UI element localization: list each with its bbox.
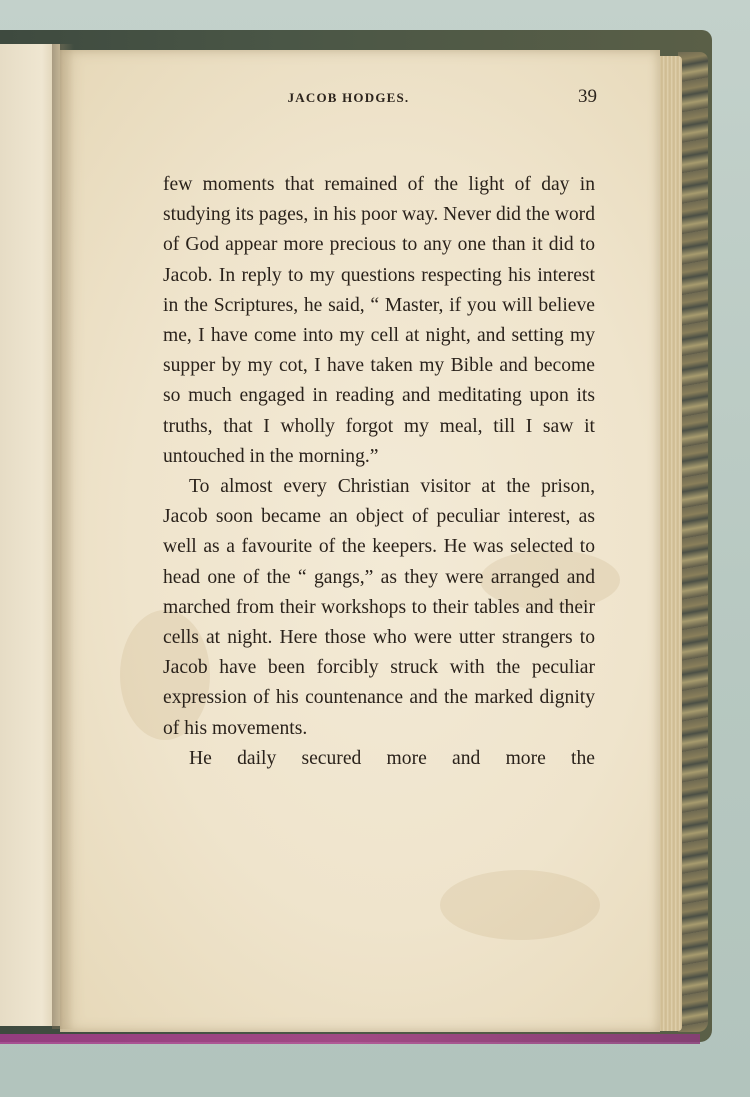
- page-body-text: [163, 170, 595, 774]
- gutter-shadow: [52, 44, 74, 1029]
- page-stain: [440, 870, 600, 940]
- running-head-title: JACOB HODGES.: [287, 90, 410, 105]
- marbled-fore-edge: [678, 52, 708, 1032]
- running-head: [100, 86, 597, 108]
- paragraph: He daily secured more and more the: [189, 747, 595, 769]
- paragraph: few moments that remained of the light of day in studying its pages, in his poor way. Never did the word of God appear more precious to any one than it did to Jacob. In reply to my questions respecting his interest in the Scriptures, he said, “ Master, if you will believe me, I have come into my cell at night, and setting my supper by my cot, I have taken my Bible and become so much engaged in reading and meditating upon its truths, that I wholly forgot my meal, till I saw it untouched in the morning.”: [163, 174, 595, 467]
- cover-edge: [0, 1034, 700, 1044]
- page-number: 39: [578, 86, 597, 107]
- paragraph: To almost every Christian visitor at the prison, Jacob soon became an object of peculiar interest, as well as a favourite of the keepers. He was selected to head one of the “ gangs,” as they were arranged and marched from their workshops to their tables and their cells at night. Here those who were utter strangers to Jacob have been forcibly struck with the peculiar expression of his countenance and the marked dignity of his movements.: [163, 476, 595, 739]
- facing-page: [0, 44, 60, 1026]
